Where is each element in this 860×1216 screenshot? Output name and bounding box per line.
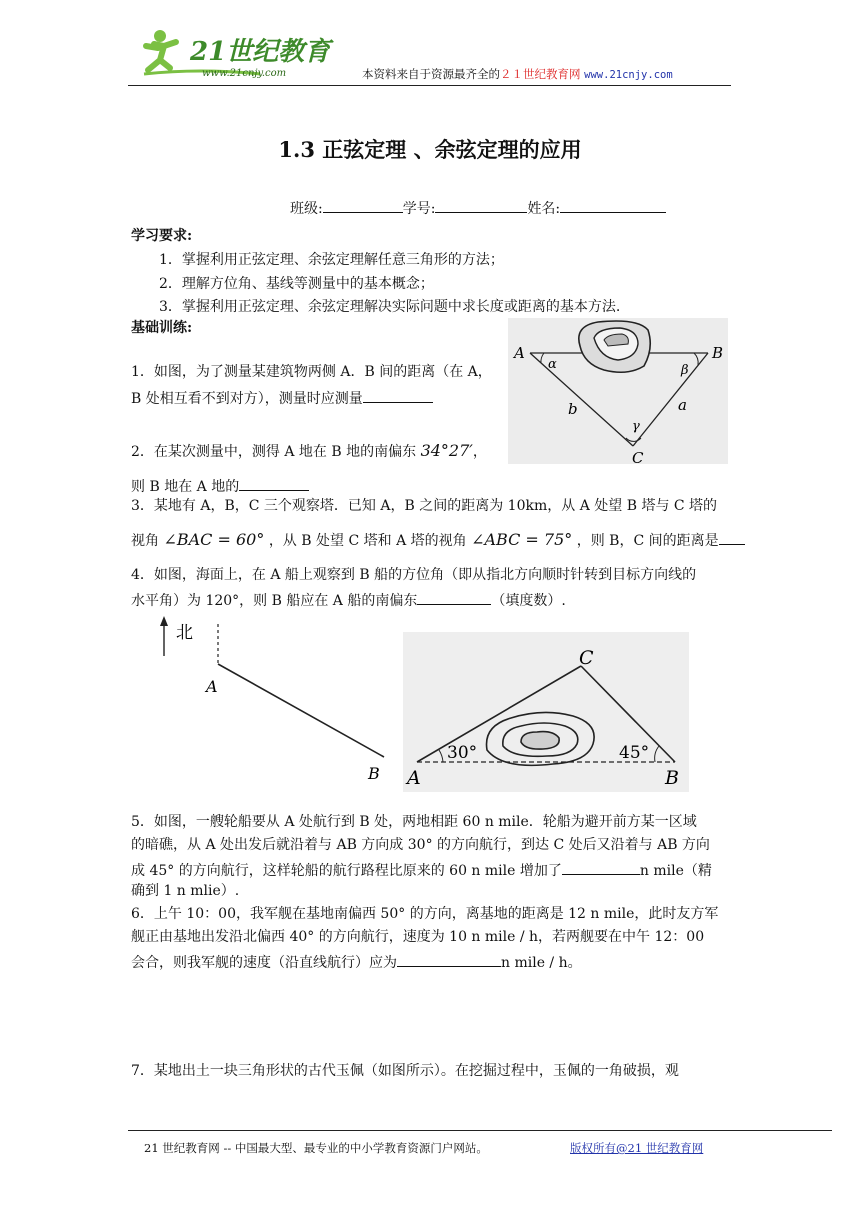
q3-angle1: ∠BAC = 60° [163,530,265,549]
q4-text-line2 [131,588,566,611]
fig1-label-beta: β [681,363,689,378]
q1-text-line1: 1．如图，为了测量某建筑物两侧 A．B 间的距离（在 A， [131,364,492,380]
fig1-label-alpha: α [548,357,557,372]
q2-text-line1 [131,441,487,462]
fig1-label-a: a [678,396,687,414]
figure-5-svg [403,632,689,792]
fig4-north-label: 北 [176,623,193,643]
id-field[interactable] [435,196,527,213]
requirement-item: 1．掌握利用正弦定理、余弦定理解任意三角形的方法； [159,252,504,268]
figure-1-svg [508,318,728,464]
header-note-site[interactable]: ２１世纪教育网 [500,67,581,81]
q5-text-line1: 5．如图，一艘轮船要从 A 处航行到 B 处，两地相距 60 n mile．轮船为避开前方某一区域 [131,814,697,830]
training-heading: 基础训练: [131,320,193,336]
q7-text-line1: 7．某地出土一块三角形状的古代玉佩（如图所示）。在挖掘过程中，玉佩的一角破损，观 [131,1063,679,1079]
q5-text3a: 成 45° 的方向航行，这样轮船的航行路程比原来的 60 n mile 增加了 [131,863,562,879]
q2-text-line2 [131,474,309,497]
q1-text: B 处相互看不到对方），测量时应测量 [131,391,363,407]
fig5-angle-30: 30° [447,743,478,763]
q2-text: 2．在某次测量中，测得 A 地在 B 地的南偏东 [131,444,417,460]
name-label: 姓名: [527,201,561,217]
q6-text-line1: 6．上午 10：00，我军舰在基地南偏西 50° 的方向，离基地的距离是 12 n mile，此时友方军 [131,906,719,922]
q4-text-line1: 4．如图，海面上，在 A 船上观察到 B 船的方位角（即从指北方向顺时针转到目标方向线的 [131,567,697,583]
q3-answer-blank[interactable] [719,528,745,545]
fig1-label-C: C [632,449,644,464]
q1-text-line2 [131,386,433,409]
figure-1 [508,318,728,464]
page-title: 1.3 正弦定理 、余弦定理的应用 [278,137,582,162]
q2-answer-blank[interactable] [239,474,309,491]
logo-url: www.21cnjy.com [202,68,287,79]
fig5-label-C: C [579,647,594,669]
q3-part1: 视角 [131,533,159,549]
north-arrow-icon [160,616,168,626]
q2-angle: 34°27′ [420,441,473,460]
fig1-label-A: A [514,344,525,362]
name-field[interactable] [560,196,666,213]
footer-right[interactable]: 版权所有@21 世纪教育网 [570,1141,704,1155]
q6-text3b: n mile / h。 [501,955,582,971]
q5-text-line4: 确到 1 n mlie）. [131,883,240,899]
q3-angle2: ∠ABC = 75° [471,530,573,549]
q3-text-line1: 3．某地有 A，B，C 三个观察塔．已知 A，B 之间的距离为 10km，从 A 处望 B 塔与 C 塔的 [131,498,718,514]
q3-text-line2 [131,528,745,551]
q3-part3: ，则 B，C 间的距离是 [576,533,719,549]
fig4-label-B: B [368,764,380,783]
q4-text2a: 水平角）为 120°，则 B 船应在 A 船的南偏东 [131,593,418,609]
id-label: 学号: [402,201,436,217]
header-divider [128,85,731,86]
q1-answer-blank[interactable] [363,386,433,403]
q3-part2: ，从 B 处望 C 塔和 A 塔的视角 [268,533,467,549]
q4-text2b: （填度数）. [491,593,566,609]
q6-text-line2: 舰正由基地出发沿北偏西 40° 的方向航行，速度为 10 n mile / h，若两舰要在中午 12：00 [131,929,705,945]
header-logo [140,24,340,84]
footer-left: 21 世纪教育网 -- 中国最大型、最专业的中小学教育资源门户网站。 [144,1141,488,1155]
footer-divider [128,1130,832,1131]
requirements-heading: 学习要求: [131,228,193,244]
q5-answer-blank[interactable] [562,858,640,875]
q4-answer-blank[interactable] [417,588,491,605]
requirement-item: 3．掌握利用正弦定理、余弦定理解决实际问题中求长度或距离的基本方法. [159,299,621,315]
fig5-label-A: A [407,767,421,789]
figure-4-svg [150,612,396,788]
q5-text-line3 [131,858,712,881]
requirement-item: 2．理解方位角、基线等测量中的基本概念； [159,276,434,292]
student-info [290,196,666,219]
q5-text-line2: 的暗礁，从 A 处出发后就沿着与 AB 方向成 30° 的方向航行，到达 C 处后又沿着与 AB 方向 [131,837,710,853]
q6-text3a: 会合，则我军舰的速度（沿直线航行）应为 [131,955,397,971]
q2-text2: 则 B 地在 A 地的 [131,479,240,495]
q5-text3b: n mile（精 [639,863,712,879]
fig5-label-B: B [665,767,679,789]
fig1-label-B: B [712,344,724,362]
q6-text-line3 [131,950,582,973]
q6-answer-blank[interactable] [397,950,501,967]
logo-title: 21世纪教育 [190,37,331,67]
figure-4 [150,612,396,788]
header-note [362,66,673,82]
runner-logo-icon [140,24,340,84]
fig1-label-gamma: γ [632,419,640,434]
header-note-prefix: 本资料来自于资源最齐全的 [362,67,500,81]
class-field[interactable] [323,196,403,213]
fig5-angle-45: 45° [619,743,650,763]
header-note-url[interactable]: www.21cnjy.com [584,69,673,81]
fig4-label-A: A [206,677,218,696]
fig1-label-b: b [568,400,578,418]
q2-comma: ， [472,444,487,460]
figure-5 [403,632,689,792]
class-label: 班级: [290,201,323,217]
